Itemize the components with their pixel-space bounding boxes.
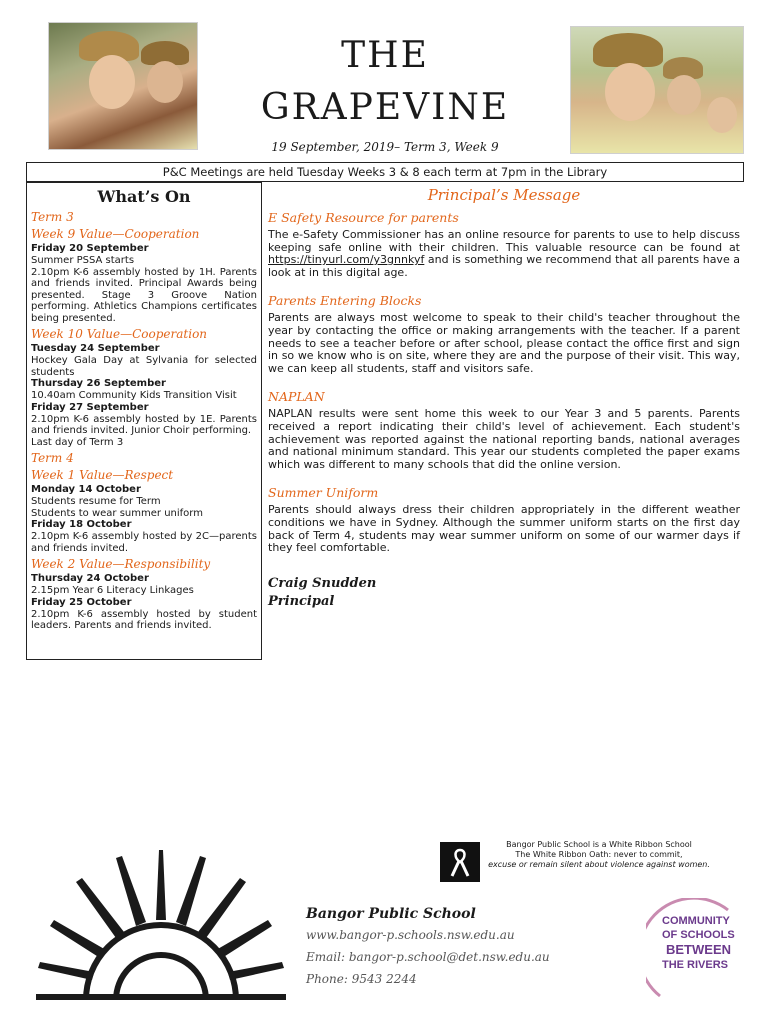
esafety-paragraph xyxy=(268,229,740,279)
newsletter-title-line2: GRAPEVINE xyxy=(260,87,510,128)
week1-heading: Week 1 Value—Respect xyxy=(31,468,174,482)
week2-heading: Week 2 Value—Responsibility xyxy=(31,557,211,571)
event-text: Students resume for Term Students to wear summer uniform xyxy=(31,496,203,519)
whats-on-panel xyxy=(26,182,262,660)
csbr-line3: BETWEEN xyxy=(666,942,731,957)
children-photo-right xyxy=(570,26,744,154)
masthead xyxy=(200,30,570,154)
event-text: 2.15pm Year 6 Literacy Linkages xyxy=(31,585,194,596)
event-day: Monday 14 October xyxy=(31,484,141,495)
esafety-text: The e-Safety Commissioner has an online resource for parents to use to help discuss keeping safe online with their children. This valuable resource can be found at xyxy=(268,228,740,254)
school-name: Bangor Public School xyxy=(306,906,476,922)
summer-uniform-heading: Summer Uniform xyxy=(268,485,379,501)
community-schools-logo xyxy=(646,898,742,1002)
event-day: Friday 25 October xyxy=(31,596,132,608)
event-text: 10.40am Community Kids Transition Visit xyxy=(31,390,237,401)
csbr-line1: COMMUNITY xyxy=(662,915,730,927)
csbr-line2: OF SCHOOLS xyxy=(662,929,735,941)
event-day: Friday 18 October xyxy=(31,519,132,530)
principal-message xyxy=(268,186,740,611)
csbr-line4: THE RIVERS xyxy=(662,959,729,971)
issue-date: 19 September, 2019– Term 3, Week 9 xyxy=(271,140,499,154)
event-text: 2.10pm K-6 assembly hosted by 2C—parents and friends invited. xyxy=(31,531,257,554)
esafety-text-end: and is something we recommend that all parents have a look at in this digital age. xyxy=(268,253,740,279)
principal-message-title: Principal’s Message xyxy=(427,186,581,204)
website-link[interactable]: www.bangor-p.schools.nsw.edu.au xyxy=(306,928,515,942)
school-sunburst-logo xyxy=(36,840,286,1000)
week10-heading: Week 10 Value—Cooperation xyxy=(31,327,208,341)
event-day: Friday 27 September xyxy=(31,401,149,413)
email-link[interactable]: Email: bangor-p.school@det.nsw.edu.au xyxy=(306,950,550,964)
principal-name: Craig Snudden xyxy=(268,575,377,591)
event-text: 2.10pm K-6 assembly hosted by 1E. Parents and friends invited. Junior Choir performing. Last day of Term 3 xyxy=(31,413,257,448)
week9-heading: Week 9 Value—Cooperation xyxy=(31,227,200,241)
white-ribbon-line3: excuse or remain silent about violence against women. xyxy=(488,860,710,869)
school-contact xyxy=(306,904,646,990)
parents-entering-heading: Parents Entering Blocks xyxy=(268,293,422,309)
event-day: Thursday 24 October xyxy=(31,573,149,584)
event-text: Hockey Gala Day at Sylvania for selected students xyxy=(31,355,257,378)
signature-block xyxy=(268,575,740,611)
term3-heading: Term 3 xyxy=(31,210,74,224)
children-photo-left xyxy=(48,22,198,150)
esafety-heading: E Safety Resource for parents xyxy=(268,210,459,225)
white-ribbon-icon xyxy=(440,842,480,882)
naplan-heading: NAPLAN xyxy=(268,389,325,405)
principal-role: Principal xyxy=(268,593,335,609)
whats-on-title: What’s On xyxy=(97,187,191,206)
white-ribbon-statement xyxy=(484,840,714,870)
white-ribbon-line1: Bangor Public School is a White Ribbon School xyxy=(506,840,692,849)
event-day: Tuesday 24 September xyxy=(31,343,160,354)
term4-heading: Term 4 xyxy=(31,451,74,465)
summer-uniform-paragraph: Parents should always dress their children appropriately in the different weather conditions we have in Sydney. Although the summer uniform starts on the first day back of Term 4, students may wear summer uniform on some of our warmer days if they feel comfortable. xyxy=(268,503,740,555)
parents-entering-paragraph: Parents are always most welcome to speak to their child's teacher throughout the year by contacting the office or making arrangements with the teacher. If a parent needs to see a teacher before or after school, please contact the office first and sign in so we know who is on site, where they are and the purpose of their visit. This way, we can keep all students, staff and visitors safe. xyxy=(268,311,740,375)
event-text: 2.10pm K-6 assembly hosted by student leaders. Parents and friends invited. xyxy=(31,608,257,631)
newsletter-title-line1: THE xyxy=(341,35,429,76)
white-ribbon-line2: The White Ribbon Oath: never to commit, xyxy=(515,850,683,859)
event-text: Summer PSSA starts 2.10pm K-6 assembly hosted by 1H. Parents and friends invited. Principal Awards being presented. Stage 3 Groove Nation performing. Athletics Champions certificates being presented. xyxy=(31,255,257,324)
naplan-paragraph: NAPLAN results were sent home this week to our Year 3 and 5 parents. Parents received a report indicating their child's level of achievement. Each student's achievement was reported against the national reporting bands, national averages and national minimum standard. This year our students completed the paper exams which was different to many schools that did the online version. xyxy=(268,407,740,471)
phone-number: Phone: 9543 2244 xyxy=(306,972,417,986)
esafety-link[interactable]: https://tinyurl.com/y3gnnkyf xyxy=(268,253,425,267)
meeting-notice: P&C Meetings are held Tuesday Weeks 3 & 8 each term at 7pm in the Library xyxy=(26,162,744,182)
event-day: Friday 20 September xyxy=(31,243,149,254)
event-day: Thursday 26 September xyxy=(31,378,166,389)
